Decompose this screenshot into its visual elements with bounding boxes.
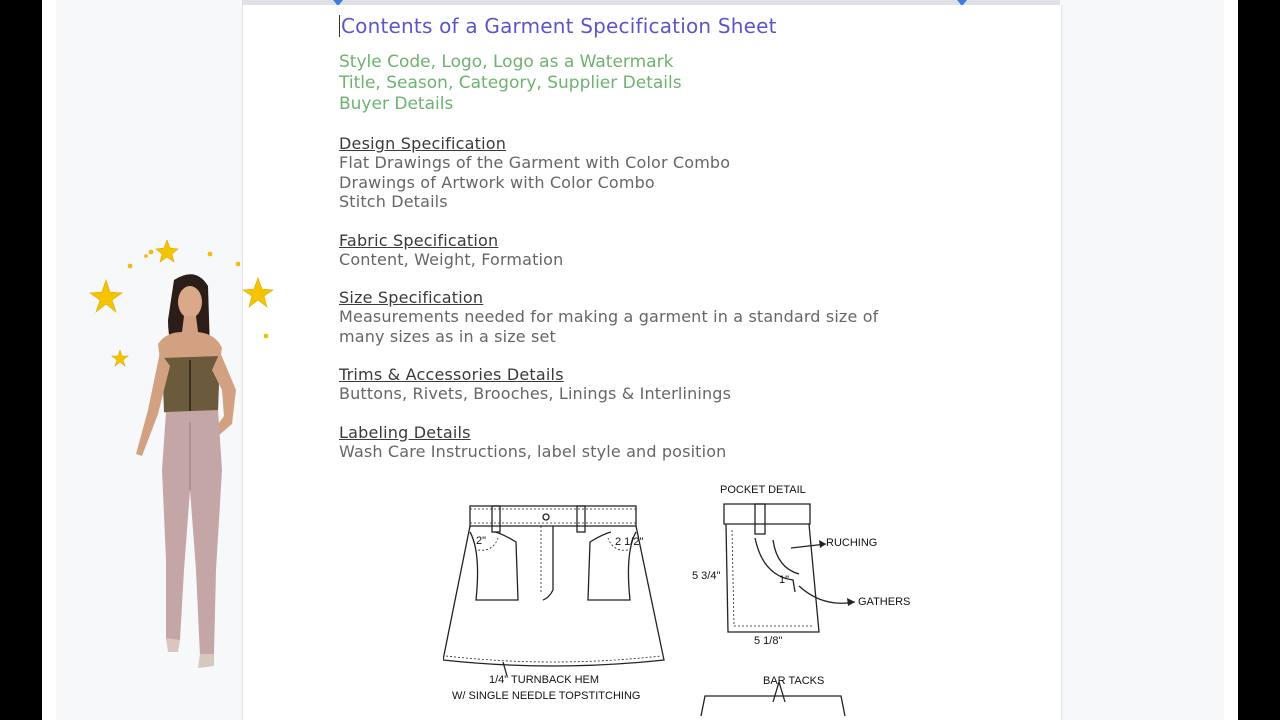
gathers-label: GATHERS xyxy=(858,596,911,608)
green-line: Buyer Details xyxy=(339,94,454,114)
section-fabric xyxy=(339,231,979,270)
ruching-label: RUCHING xyxy=(826,537,878,549)
section-line: Drawings of Artwork with Color Combo xyxy=(339,172,655,192)
measure-five-eighth-label: 5 1/8" xyxy=(754,635,783,647)
document-page[interactable] xyxy=(242,5,1062,720)
section-heading: Fabric Specification xyxy=(339,230,499,250)
section-design xyxy=(339,134,979,212)
measure-two-inch-label: 2" xyxy=(476,535,487,547)
section-line: Buttons, Rivets, Brooches, Linings & Interlinings xyxy=(339,384,732,403)
measure-one-inch-label: 1" xyxy=(779,574,790,586)
green-line: Title, Season, Category, Supplier Details xyxy=(339,73,682,93)
technical-drawing xyxy=(443,480,913,720)
left-margin xyxy=(42,0,56,720)
header-info-block xyxy=(339,52,979,115)
pocket-detail-label: POCKET DETAIL xyxy=(720,484,806,496)
section-line: Measurements needed for making a garment in a standard size of xyxy=(339,307,879,326)
section-line: Content, Weight, Formation xyxy=(339,249,564,269)
section-heading: Labeling Details xyxy=(339,422,471,442)
document-heading-text: Contents of a Garment Specification Sheet xyxy=(341,14,777,38)
measure-two-half-label: 2 1/2" xyxy=(615,536,644,548)
document-heading xyxy=(339,13,979,39)
hem-label: 1/4" TURNBACK HEM xyxy=(489,674,600,686)
section-line: Wash Care Instructions, label style and position xyxy=(339,441,727,461)
green-line: Style Code, Logo, Logo as a Watermark xyxy=(339,52,674,72)
presenter-figure xyxy=(86,240,286,680)
topstitch-label: W/ SINGLE NEEDLE TOPSTITCHING xyxy=(452,690,641,702)
presenter-illustration xyxy=(86,240,286,680)
section-trims xyxy=(339,365,979,404)
section-size xyxy=(339,288,979,346)
section-heading: Size Specification xyxy=(339,288,484,307)
section-heading: Trims & Accessories Details xyxy=(339,365,564,384)
right-margin xyxy=(1224,0,1238,720)
section-heading: Design Specification xyxy=(339,134,507,153)
measure-five-three-quarter-label: 5 3/4" xyxy=(692,570,721,582)
text-cursor xyxy=(339,15,340,37)
section-line: Stitch Details xyxy=(339,192,448,211)
bar-tacks-label: BAR TACKS xyxy=(763,675,825,687)
section-line: Flat Drawings of the Garment with Color Combo xyxy=(339,153,731,172)
document-body[interactable] xyxy=(339,13,979,461)
document-editor xyxy=(42,0,1238,720)
section-labeling xyxy=(339,423,979,462)
section-line: many sizes as in a size set xyxy=(339,326,556,346)
